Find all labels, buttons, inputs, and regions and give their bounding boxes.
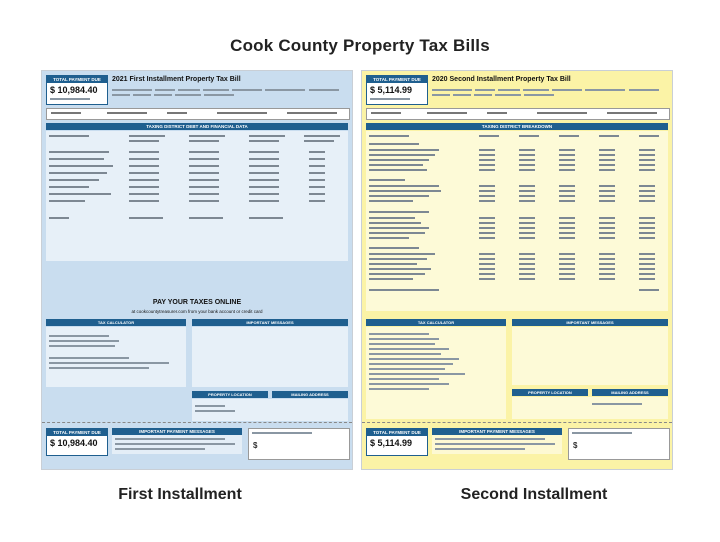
stub-total-due-box (366, 428, 428, 456)
stub-messages (432, 428, 562, 454)
second-installment-caption: Second Installment (460, 486, 608, 503)
mailing-address-header: MAILING ADDRESS (272, 391, 348, 398)
address-panel (192, 399, 348, 421)
bill-title: 2021 First Installment Property Tax Bill (112, 76, 241, 83)
second-installment-bill (361, 70, 673, 470)
bill-title: 2020 Second Installment Property Tax Bill (432, 76, 571, 83)
tax-calculator-panel (366, 327, 506, 419)
total-payment-due-label: TOTAL PAYMENT DUE (367, 76, 427, 83)
stub-total-due-label: TOTAL PAYMENT DUE (47, 429, 107, 436)
first-installment-bill (41, 70, 353, 470)
district-breakdown-header: TAXING DISTRICT BREAKDOWN (366, 123, 668, 130)
property-location-header: PROPERTY LOCATION (192, 391, 268, 398)
stub-amount-paid-box (248, 428, 350, 460)
district-breakdown-table (366, 131, 668, 311)
important-messages-panel (512, 327, 668, 385)
page-title: Cook County Property Tax Bills (230, 36, 490, 55)
stub-total-due-amount: $ 5,114.99 (370, 438, 413, 448)
important-messages-header: IMPORTANT MESSAGES (512, 319, 668, 326)
pay-online-subtext: at cookcountytreasurer.com from your bank account or credit card (131, 309, 263, 314)
stub-total-due-label: TOTAL PAYMENT DUE (367, 429, 427, 436)
mailing-address-header: MAILING ADDRESS (592, 389, 668, 396)
district-debt-header: TAXING DISTRICT DEBT AND FINANCIAL DATA (46, 123, 348, 130)
property-location-header: PROPERTY LOCATION (512, 389, 588, 396)
stub-messages-header: IMPORTANT PAYMENT MESSAGES (432, 428, 562, 435)
total-payment-due-amount: $ 10,984.40 (50, 85, 98, 95)
tax-calculator-header: TAX CALCULATOR (366, 319, 506, 326)
pay-online-heading: PAY YOUR TAXES ONLINE (152, 299, 242, 306)
bill-meta (432, 87, 668, 101)
dollar-sign-icon: $ (253, 441, 258, 450)
tax-calculator-header: TAX CALCULATOR (46, 319, 186, 326)
total-payment-due-box (46, 75, 108, 105)
stub-messages-header: IMPORTANT PAYMENT MESSAGES (112, 428, 242, 435)
due-date-strip (366, 108, 670, 120)
district-debt-table (46, 131, 348, 261)
bill-meta (112, 87, 348, 101)
first-installment-caption: First Installment (118, 486, 242, 503)
tax-calculator-panel (46, 327, 186, 387)
stub-messages (112, 428, 242, 454)
important-messages-header: IMPORTANT MESSAGES (192, 319, 348, 326)
payment-stub (362, 422, 672, 469)
stub-total-due-amount: $ 10,984.40 (50, 438, 98, 448)
due-date-strip (46, 108, 350, 120)
total-payment-due-amount: $ 5,114.99 (370, 85, 413, 95)
stub-amount-paid-box (568, 428, 670, 460)
address-panel (512, 397, 668, 419)
payment-stub (42, 422, 352, 469)
total-payment-due-box (366, 75, 428, 105)
dollar-sign-icon: $ (573, 441, 578, 450)
stub-total-due-box (46, 428, 108, 456)
important-messages-panel (192, 327, 348, 387)
total-payment-due-label: TOTAL PAYMENT DUE (47, 76, 107, 83)
